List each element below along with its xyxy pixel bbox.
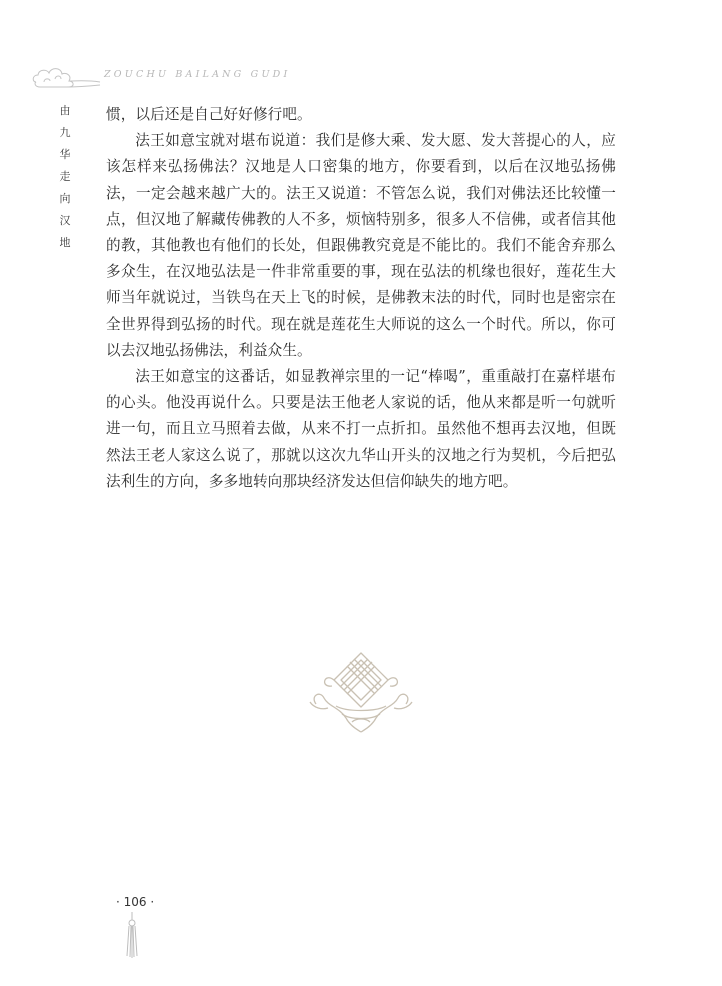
vertical-chapter-title [58,100,72,254]
side-title-char: 华 [59,148,71,161]
running-title: ZOUCHU BAILANG GUDI [104,69,291,80]
page-number: · 106 · [116,895,155,909]
body-text [106,102,616,495]
endless-knot-icon [306,648,416,738]
paragraph: 法王如意宝就对堪布说道：我们是修大乘、发大愿、发大菩提心的人，应该怎样来弘扬佛法？汉地是人口密集的地方，你要看到，以后在汉地弘扬佛法，一定会越来越广大的。法王又说道：不管怎么说，我们对佛法还比较懂一点，但汉地了解藏传佛教的人不多，烦恼特别多，很多人不信佛，或者信其他的教，其他教也有他们的长处，但跟佛教究竟是不能比的。我们不能舍弃那么多众生，在汉地弘法是一件非常重要的事，现在弘法的机缘也很好，莲花生大师当年就说过，当铁鸟在天上飞的时候，是佛教末法的时代，同时也是密宗在全世界得到弘扬的时代。现在就是莲花生大师说的这么一个时代。所以，你可以去汉地弘扬佛法，利益众生。 [106,132,616,359]
tassel-icon [124,912,140,958]
side-title-char: 走 [59,170,71,183]
paragraph: 法王如意宝的这番话，如显教禅宗里的一记“棒喝”，重重敲打在嘉样堪布的心头。他没再说什么。只要是法王他老人家说的话，他从来都是听一句就听进一句，而且立马照着去做，从来不打一点折扣。虽然他不想再去汉地，但既然法王老人家这么说了，那就以这次九华山开头的汉地之行为契机，今后把弘法利生的方向，多多地转向那块经济发达但信仰缺失的地方吧。 [106,368,616,490]
side-title-char: 向 [59,192,71,205]
cloud-ornament-icon [30,60,102,92]
side-title-char: 由 [59,104,71,117]
side-title-char: 汉 [59,214,71,227]
side-title-char: 九 [59,126,71,139]
paragraph: 惯，以后还是自己好好修行吧。 [106,106,312,123]
running-header [30,60,690,92]
side-title-char: 地 [59,236,71,249]
